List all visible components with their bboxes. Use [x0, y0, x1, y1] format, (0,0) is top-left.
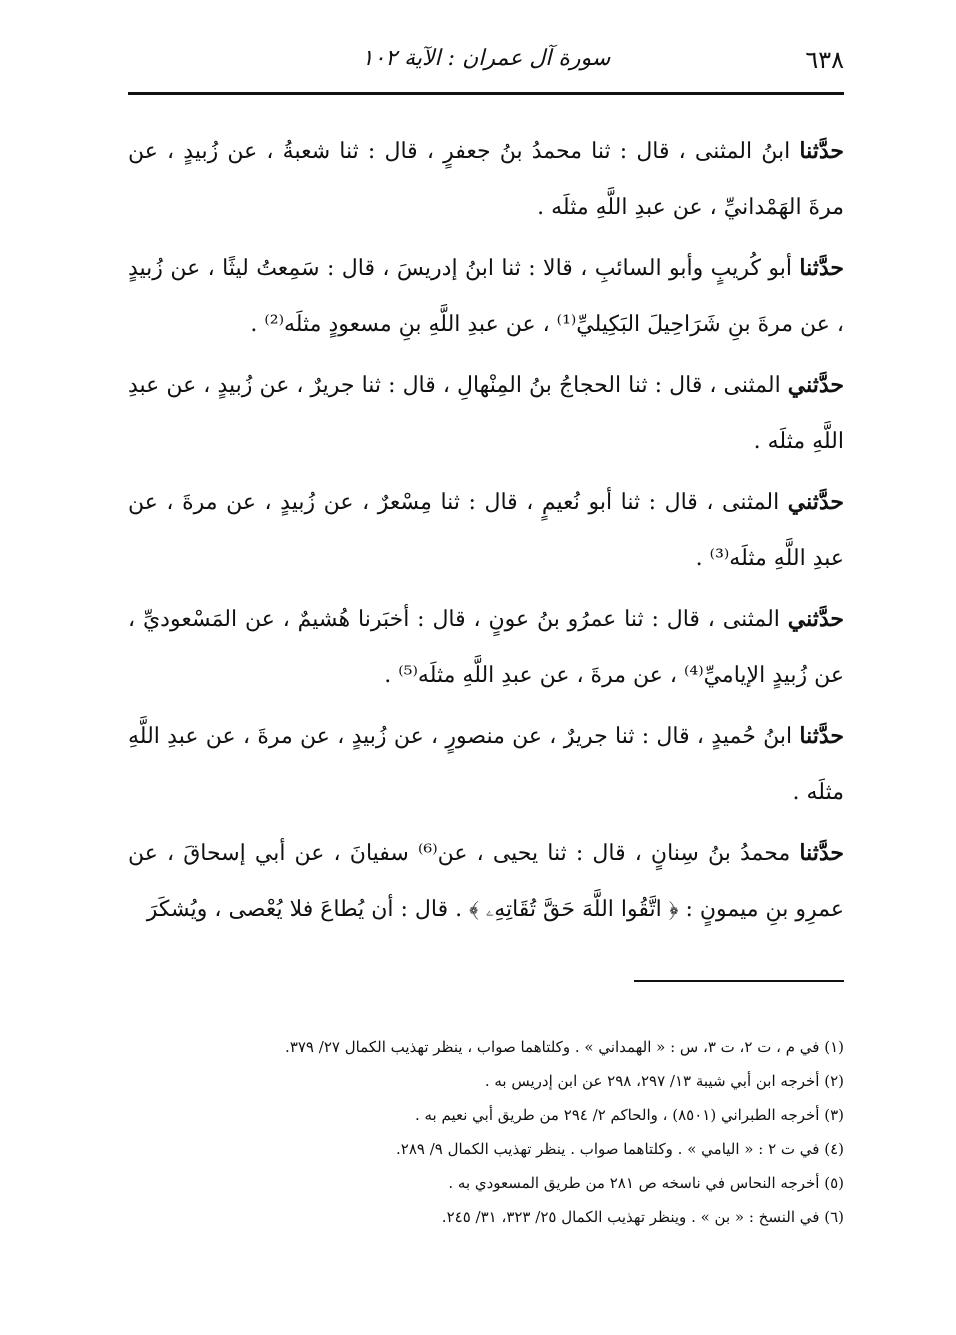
footnotes	[128, 1030, 844, 1234]
paragraph	[128, 240, 844, 353]
paragraph	[128, 591, 844, 704]
isnad-lead: حدَّثني	[787, 489, 844, 515]
footnote: (١) في م ، ت ٢، ت ٣، س : « الهمداني » . وكلتاهما صواب ، ينظر تهذيب الكمال ٢٧/ ٣٧٩.	[285, 1038, 844, 1056]
isnad-lead: حدَّثني	[787, 606, 844, 632]
paragraph-text: المثنى ، قال : ثنا الحجاجُ بنُ المِنْهالِ ، قال : ثنا جريرٌ ، عن زُبيدٍ ، عن عبدِ اللَّهِ مثلَه .	[128, 373, 844, 454]
main-text	[128, 123, 844, 938]
book-page	[128, 40, 844, 1300]
paragraph	[128, 825, 844, 938]
paragraph-text: المثنى ، قال : ثنا أبو نُعيمٍ ، قال : ثنا مِسْعرٌ ، عن زُبيدٍ ، عن مرةَ ، عن عبدِ اللَّهِ مثلَه⁽³⁾ .	[128, 490, 844, 571]
paragraph	[128, 357, 844, 470]
isnad-lead: حدَّثني	[787, 372, 844, 398]
footnote: (٢) أخرجه ابن أبي شيبة ١٣/ ٢٩٧، ٢٩٨ عن ابن إدريس به .	[484, 1072, 844, 1090]
paragraph-text: المثنى ، قال : ثنا عمرُو بنُ عونٍ ، قال : أخبَرنا هُشيمٌ ، عن المَسْعوديِّ ، عن زُبيدٍ الإياميِّ⁽⁴⁾ ، عن مرةَ ، عن عبدِ اللَّهِ مثلَه⁽⁵⁾ .	[128, 607, 844, 688]
paragraph-text: أبو كُريبٍ وأبو السائبِ ، قالا : ثنا ابنُ إدريسَ ، قال : سَمِعتُ ليثًا ، عن زُبيدٍ ، عن مرةَ بنِ شَرَاحِيلَ البَكِيليِّ⁽¹⁾ ، عن عبدِ اللَّهِ بنِ مسعودٍ مثلَه⁽²⁾ .	[128, 256, 844, 337]
isnad-lead: حدَّثنا	[799, 255, 844, 281]
footnote: (٤) في ت ٢ : « اليامي » . وكلتاهما صواب . ينظر تهذيب الكمال ٩/ ٢٨٩.	[396, 1140, 844, 1158]
footnote: (٦) في النسخ : « بن » . وينظر تهذيب الكمال ٢٥/ ٣٢٣، ٣١/ ٢٤٥.	[441, 1208, 844, 1226]
isnad-lead: حدَّثنا	[799, 723, 844, 749]
running-title: سورة آل عمران : الآية ١٠٢	[361, 46, 611, 71]
isnad-lead: حدَّثنا	[799, 138, 844, 164]
page-number: ٦٣٨	[805, 46, 844, 74]
paragraph-text: ابنُ حُميدٍ ، قال : ثنا جريرٌ ، عن منصورٍ ، عن زُبيدٍ ، عن مرةَ ، عن عبدِ اللَّهِ مثلَه .	[128, 724, 844, 805]
footnote: (٥) أخرجه النحاس في ناسخه ص ٢٨١ من طريق المسعودي به .	[448, 1174, 844, 1192]
isnad-lead: حدَّثنا	[799, 840, 844, 866]
paragraph-text: محمدُ بنُ سِنانٍ ، قال : ثنا يحيى ، عن⁽⁶⁾ سفيانَ ، عن أبي إسحاقَ ، عن عمرِو بنِ ميمونٍ : ﴿ اتَّقُوا اللَّهَ حَقَّ تُقَاتِهِۦ ﴾ . قال : أن يُطاعَ فلا يُعْصى ، ويُشكَرَ	[128, 841, 844, 922]
paragraph	[128, 123, 844, 236]
paragraph	[128, 474, 844, 587]
paragraph	[128, 708, 844, 821]
paragraph-text: ابنُ المثنى ، قال : ثنا محمدُ بنُ جعفرٍ ، قال : ثنا شعبةُ ، عن زُبيدٍ ، عن مرةَ الهَمْدانيِّ ، عن عبدِ اللَّهِ مثلَه .	[128, 139, 844, 220]
footnote-separator	[634, 980, 844, 982]
running-header	[128, 40, 844, 95]
footnote: (٣) أخرجه الطبراني (٨٥٠١) ، والحاكم ٢/ ٢٩٤ من طريق أبي نعيم به .	[414, 1106, 844, 1124]
